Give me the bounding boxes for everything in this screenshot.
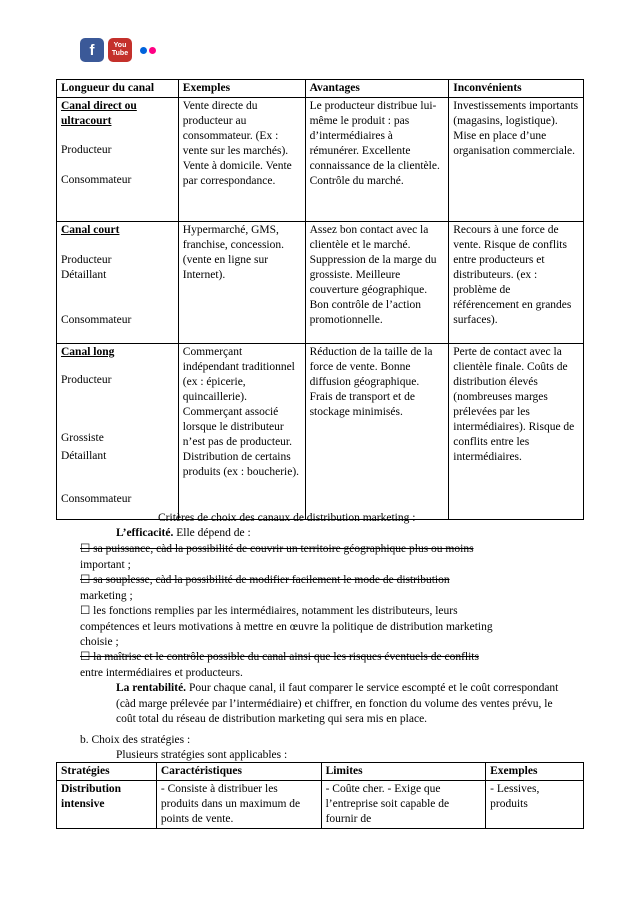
actor: Producteur [61, 374, 112, 386]
strategy-characteristics: - Consiste à distribuer les produits dans un maximum de points de vente. [156, 781, 321, 829]
channel-cell [57, 98, 179, 222]
rentabilite-text: Pour chaque canal, il faut comparer le service escompté et le coût correspondant (càd marge prélevée par l’intermédiaire) et chiffrer, en fonction du volume des ventes prévu, le coût total du réseau de distribution marketing qui sera mis en place. [116, 682, 559, 725]
criterion-text: marketing ; [80, 589, 133, 602]
actor: Détaillant [61, 269, 107, 281]
choix-heading: b. Choix des stratégies : [80, 734, 191, 746]
table-row [57, 344, 584, 520]
table-header-row [57, 763, 584, 781]
advantages-cell: Réduction de la taille de la force de vente. Bonne diffusion géographique. Frais de transport et de stockage minimisés. [305, 344, 449, 520]
criterion-text: ☐ sa puissance, càd la possibilité de couvrir un territoire géographique plus ou moins [80, 543, 474, 555]
drawbacks-cell: Perte de contact avec la clientèle finale. Coûts de distribution élevés (nombreuses marges prélevées par les intermédiaires). Risque de conflits entre les intermédiaires. [449, 344, 584, 520]
youtube-icon[interactable] [108, 38, 132, 62]
header-longueur: Longueur du canal [57, 80, 179, 98]
table-row [57, 781, 584, 829]
header-inconvenients: Inconvénients [449, 80, 584, 98]
header-strategies: Stratégies [57, 763, 157, 781]
youtube-text-bottom: Tube [111, 50, 129, 57]
youtube-text-top: You [113, 42, 127, 49]
criterion-text: ☐ les fonctions remplies par les intermédiaires, notamment les distributeurs, leurs [80, 605, 458, 617]
criterion-3 [80, 604, 570, 651]
criterion-text: compétences et leurs motivations à mettre en œuvre la politique de distribution marketing [80, 620, 493, 633]
flickr-icon[interactable] [136, 38, 160, 62]
actor: Producteur [61, 254, 112, 266]
header-exemples: Exemples [486, 763, 584, 781]
actor: Producteur [61, 144, 112, 156]
facebook-letter: f [89, 41, 95, 59]
criterion-1 [80, 542, 570, 573]
efficacite-line [116, 526, 606, 542]
actor: Consommateur [61, 493, 132, 505]
table-row [57, 222, 584, 344]
actor: Consommateur [61, 314, 132, 326]
criterion-text: ☐ la maîtrise et le contrôle possible du canal ainsi que les risques éventuels de conflits [80, 651, 479, 663]
channel-table [56, 79, 584, 520]
facebook-icon[interactable] [80, 38, 104, 62]
actor: Consommateur [61, 174, 132, 186]
criterion-4 [80, 650, 570, 681]
rentabilite-label: La rentabilité. [116, 682, 187, 694]
channel-cell [57, 344, 179, 520]
examples-cell: Hypermarché, GMS, franchise, concession. (vente en ligne sur Internet). [178, 222, 305, 344]
advantages-cell: Le producteur distribue lui-même le produit : pas d’intermédiaires à rémunérer. Excellente connaissance de la clientèle. Contrôle du marché. [305, 98, 449, 222]
strategy-table [56, 762, 584, 829]
channel-name: Canal court [61, 224, 120, 236]
actor: Détaillant [61, 450, 107, 462]
criterion-2 [80, 573, 570, 604]
criteria-title: Critères de choix des canaux de distribution marketing : [158, 512, 416, 524]
rentabilite-paragraph [116, 681, 566, 728]
header-limites: Limites [321, 763, 486, 781]
strategy-limits: - Coûte cher. - Exige que l’entreprise soit capable de fournir de [321, 781, 486, 829]
criterion-text: entre intermédiaires et producteurs. [80, 666, 243, 679]
examples-cell: Vente directe du producteur au consommateur. (Ex : vente sur les marchés). Vente à domicile. Vente par correspondance. [178, 98, 305, 222]
plusieurs-text: Plusieurs stratégies sont applicables : [116, 749, 288, 761]
strategy-name: Distribution intensive [57, 781, 157, 829]
strategy-examples: - Lessives, produits [486, 781, 584, 829]
table-header-row [57, 80, 584, 98]
criterion-text: important ; [80, 558, 131, 571]
table-row [57, 98, 584, 222]
actor: Grossiste [61, 432, 104, 444]
header-caracteristiques: Caractéristiques [156, 763, 321, 781]
efficacite-label: L’efficacité. [116, 527, 174, 539]
channel-name: Canal direct ou ultracourt [61, 100, 137, 127]
efficacite-text: Elle dépend de : [173, 527, 251, 539]
header-avantages: Avantages [305, 80, 449, 98]
header-exemples: Exemples [178, 80, 305, 98]
drawbacks-cell: Investissements importants (magasins, logistique). Mise en place d’une organisation commerciale. [449, 98, 584, 222]
criterion-text: ☐ sa souplesse, càd la possibilité de modifier facilement le mode de distribution [80, 574, 450, 586]
advantages-cell: Assez bon contact avec la clientèle et le marché. Suppression de la marge du grossiste. Meilleure couverture géographique. Bon contrôle de l’action promotionnelle. [305, 222, 449, 344]
criterion-text: choisie ; [80, 636, 119, 648]
channel-name: Canal long [61, 346, 115, 358]
examples-cell: Commerçant indépendant traditionnel (ex : épicerie, quincaillerie). Commerçant associé lorsque le distributeur n’est pas de producteur. Distribution de certains produits (ex : boucherie). [178, 344, 305, 520]
channel-cell [57, 222, 179, 344]
drawbacks-cell: Recours à une force de vente. Risque de conflits entre producteurs et distributeurs. (ex : problème de référencement en grandes surfaces). [449, 222, 584, 344]
social-icons [80, 38, 160, 62]
